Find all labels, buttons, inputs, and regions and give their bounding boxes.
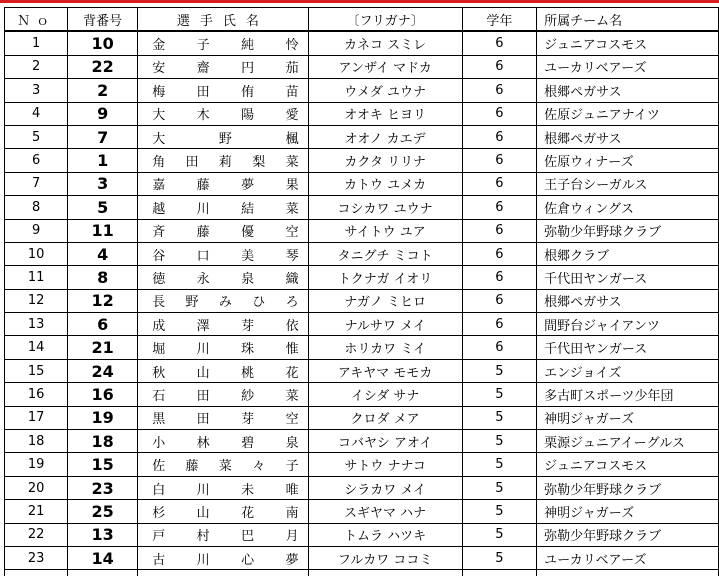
cell-name: 戸村巴月 [138, 523, 308, 546]
cell-team: 根郷ペガサス [537, 125, 719, 148]
cell-name: 谷口美琴 [138, 242, 308, 265]
cell-no: 21 [5, 500, 68, 523]
table-header-row [5, 8, 719, 32]
cell-team: 弥勒少年野球クラブ [537, 523, 719, 546]
cell-no: 18 [5, 430, 68, 453]
cell-kana: コシカワ ユウナ [308, 196, 462, 219]
cell-number: 16 [68, 383, 138, 406]
cell-name: 佐藤菜々子 [138, 453, 308, 476]
cell-kana: トクナガ イオリ [308, 266, 462, 289]
top-accent-line [0, 0, 719, 3]
cell-name: 越川結菜 [138, 196, 308, 219]
cell-team: エンジョイズ [537, 359, 719, 382]
cell-no: 3 [5, 79, 68, 102]
cell-grade: 6 [462, 242, 536, 265]
cell-name: 黒田芽空 [138, 406, 308, 429]
cell-name: 秋山桃花 [138, 359, 308, 382]
table-row [5, 523, 719, 546]
cell-grade: 6 [462, 196, 536, 219]
table-row [5, 313, 719, 336]
cell-team: 弥勒少年野球クラブ [537, 476, 719, 499]
cell-kana: タニグチ ミコト [308, 242, 462, 265]
table-row [5, 102, 719, 125]
cell-team: 栗源ジュニアイーグルス [537, 430, 719, 453]
cell-kana: アキヤマ モモカ [308, 359, 462, 382]
cell-team: 佐原ジュニアナイツ [537, 102, 719, 125]
header-kana: 〔フリガナ〕 [308, 8, 462, 32]
cell-kana: オオノ カエデ [308, 125, 462, 148]
cell-name: 石田紗菜 [138, 383, 308, 406]
cell-name: 堀川珠惟 [138, 336, 308, 359]
cell-grade: 5 [462, 430, 536, 453]
cell-name: 白川未唯 [138, 476, 308, 499]
cell-grade: 6 [462, 125, 536, 148]
cell-no: 22 [5, 523, 68, 546]
cell-number: 10 [68, 31, 138, 55]
cell-name: 古川心夢 [138, 546, 308, 569]
cell-kana: トムラ ハツキ [308, 523, 462, 546]
cell-no: 17 [5, 406, 68, 429]
cell-team: ユーカリベアーズ [537, 55, 719, 78]
cell-name: 梅田侑苗 [138, 79, 308, 102]
cell-name: 斉藤優空 [138, 219, 308, 242]
table-row [5, 242, 719, 265]
cell-name: 徳永泉織 [138, 266, 308, 289]
cell-name: 角田莉梨菜 [138, 149, 308, 172]
table-row [5, 79, 719, 102]
table-row [5, 383, 719, 406]
cell-number: 23 [68, 476, 138, 499]
header-name: 選手氏名 [138, 8, 308, 32]
cell-grade: 6 [462, 313, 536, 336]
cell-number: 12 [68, 289, 138, 312]
cell-no: 5 [5, 125, 68, 148]
cell-no: 11 [5, 266, 68, 289]
cell-number: 5 [68, 196, 138, 219]
table-row [5, 266, 719, 289]
cell-kana: イシダ サナ [308, 383, 462, 406]
header-number: 背番号 [68, 8, 138, 32]
cell-kana: カクタ リリナ [308, 149, 462, 172]
cell-team: 神明ジャガーズ [537, 406, 719, 429]
table-row [5, 453, 719, 476]
cell-name: 小林碧泉 [138, 430, 308, 453]
cell-grade: 5 [462, 406, 536, 429]
cell-kana: ナガノ ミヒロ [308, 289, 462, 312]
cell-no: 1 [5, 31, 68, 55]
cell-team: 佐倉ウィングス [537, 196, 719, 219]
cell-no: 10 [5, 242, 68, 265]
cell-kana: オオキ ヒヨリ [308, 102, 462, 125]
table-row [5, 172, 719, 195]
table-row [5, 149, 719, 172]
cell-grade: 6 [462, 149, 536, 172]
cell-team: 千代田ヤンガース [537, 336, 719, 359]
cell-grade: 6 [462, 31, 536, 55]
table-row [5, 219, 719, 242]
cell-team: 王子台シーガルス [537, 172, 719, 195]
cell-grade: 6 [462, 289, 536, 312]
table-row [5, 476, 719, 499]
cell-no: 7 [5, 172, 68, 195]
cell-number: 18 [68, 430, 138, 453]
cell-no: 14 [5, 336, 68, 359]
cell-number: 21 [68, 336, 138, 359]
cell-team: 多古町スポーツ少年団 [537, 383, 719, 406]
table-row [5, 500, 719, 523]
cell-grade: 5 [462, 523, 536, 546]
header-no: Ｎｏ [5, 8, 68, 32]
table-row [5, 430, 719, 453]
cell-grade: 5 [462, 359, 536, 382]
cell-kana: カトウ ユメカ [308, 172, 462, 195]
cell-number: 24 [68, 359, 138, 382]
cell-number: 3 [68, 172, 138, 195]
cell-kana: コバヤシ アオイ [308, 430, 462, 453]
cell-team: 間野台ジャイアンツ [537, 313, 719, 336]
cell-team: ジュニアコスモス [537, 453, 719, 476]
cell-name: 杉山花南 [138, 500, 308, 523]
cell-no: 4 [5, 102, 68, 125]
cell-name: 大野楓 [138, 125, 308, 148]
table-row [5, 55, 719, 78]
cell-number: 19 [68, 406, 138, 429]
cell-kana: フルカワ ココミ [308, 546, 462, 569]
table-row [5, 336, 719, 359]
cell-team: ジュニアコスモス [537, 31, 719, 55]
cell-kana: ウメダ ユウナ [308, 79, 462, 102]
cell-kana: カネコ スミレ [308, 31, 462, 55]
cell-number: 13 [68, 523, 138, 546]
cell-grade: 5 [462, 383, 536, 406]
table-row [5, 406, 719, 429]
cell-grade: 5 [462, 546, 536, 569]
cell-number: 11 [68, 219, 138, 242]
cell-number: 9 [68, 102, 138, 125]
header-grade: 学年 [462, 8, 536, 32]
cell-no: 23 [5, 546, 68, 569]
cell-number: 6 [68, 313, 138, 336]
cell-kana: シラカワ メイ [308, 476, 462, 499]
cell-number: 14 [68, 546, 138, 569]
cell-no: 12 [5, 289, 68, 312]
cell-grade: 6 [462, 102, 536, 125]
cell-no: 6 [5, 149, 68, 172]
cell-no: 19 [5, 453, 68, 476]
cell-number: 2 [68, 79, 138, 102]
cell-number: 22 [68, 55, 138, 78]
cell-kana: ナルサワ メイ [308, 313, 462, 336]
cell-kana: サトウ ナナコ [308, 453, 462, 476]
table-row [5, 125, 719, 148]
cell-grade: 6 [462, 266, 536, 289]
cell-kana: アンザイ マドカ [308, 55, 462, 78]
cell-no: 20 [5, 476, 68, 499]
cell-no: 2 [5, 55, 68, 78]
cell-team: 佐原ウィナーズ [537, 149, 719, 172]
header-team: 所属チーム名 [537, 8, 719, 32]
cell-name: 安齋円茄 [138, 55, 308, 78]
cell-no: 13 [5, 313, 68, 336]
cell-number: 1 [68, 149, 138, 172]
cell-grade: 5 [462, 500, 536, 523]
table-row [5, 359, 719, 382]
table-row [5, 196, 719, 219]
cell-kana: スギヤマ ハナ [308, 500, 462, 523]
cell-name: 嘉藤夢果 [138, 172, 308, 195]
cell-number: 8 [68, 266, 138, 289]
cell-name: 金子純怜 [138, 31, 308, 55]
cell-kana: クロダ メア [308, 406, 462, 429]
cell-team: 根郷クラブ [537, 242, 719, 265]
cell-name: 長野みひろ [138, 289, 308, 312]
cell-name: 成澤芽依 [138, 313, 308, 336]
table-row [5, 31, 719, 55]
cell-team: 神明ジャガーズ [537, 500, 719, 523]
cell-no: 9 [5, 219, 68, 242]
cell-grade: 6 [462, 219, 536, 242]
cell-kana: サイトウ ユア [308, 219, 462, 242]
cell-grade: 6 [462, 172, 536, 195]
cell-no: 16 [5, 383, 68, 406]
cell-name: 大木陽愛 [138, 102, 308, 125]
cell-grade: 6 [462, 55, 536, 78]
player-roster-table [4, 7, 719, 576]
cell-no: 15 [5, 359, 68, 382]
cell-team: 千代田ヤンガース [537, 266, 719, 289]
cell-number: 4 [68, 242, 138, 265]
cell-team: 根郷ペガサス [537, 289, 719, 312]
cell-grade: 6 [462, 79, 536, 102]
table-row [5, 289, 719, 312]
cell-team: ユーカリベアーズ [537, 546, 719, 569]
cell-number: 15 [68, 453, 138, 476]
cell-number: 7 [68, 125, 138, 148]
table-row [5, 546, 719, 569]
cell-team: 根郷ペガサス [537, 79, 719, 102]
cell-grade: 5 [462, 476, 536, 499]
cell-no: 8 [5, 196, 68, 219]
cell-kana: ホリカワ ミイ [308, 336, 462, 359]
cell-number: 25 [68, 500, 138, 523]
cell-team: 弥勒少年野球クラブ [537, 219, 719, 242]
cell-grade: 6 [462, 336, 536, 359]
cell-grade: 5 [462, 453, 536, 476]
